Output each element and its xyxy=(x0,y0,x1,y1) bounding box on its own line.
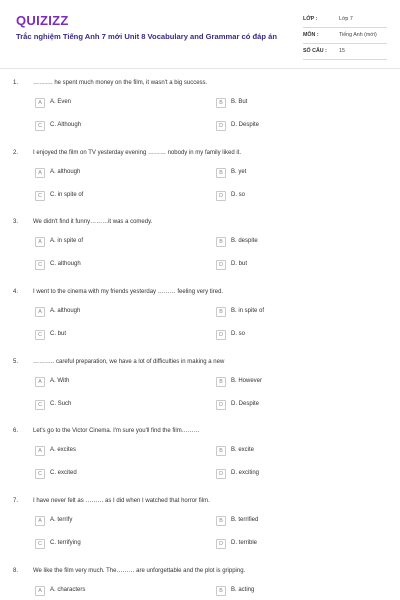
meta-key-subject: MÔN : xyxy=(303,32,319,38)
option-text: B. yet xyxy=(231,169,247,175)
option-text: C. excited xyxy=(50,470,77,476)
question-5 xyxy=(0,359,400,429)
option-letter-box: C xyxy=(35,260,45,270)
question-3 xyxy=(0,219,400,289)
meta-row-subject xyxy=(303,28,387,44)
header-divider xyxy=(0,68,400,69)
option-letter-box: C xyxy=(35,539,45,549)
option-letter-box: A xyxy=(35,237,45,247)
question-text: I went to the cinema with my friends yesterday ……… feeling very tired. xyxy=(33,289,224,295)
meta-row-question-count xyxy=(303,44,387,60)
option-letter-box: C xyxy=(35,121,45,131)
question-1 xyxy=(0,80,400,150)
option-text: B. despite xyxy=(231,238,258,244)
question-number: 1. xyxy=(13,80,19,86)
option-letter-box: A xyxy=(35,168,45,178)
question-number: 6. xyxy=(13,428,19,434)
question-number: 3. xyxy=(13,219,19,225)
option-text: B. However xyxy=(231,378,263,384)
option-text: D. Despite xyxy=(231,401,260,407)
option-letter-box: C xyxy=(35,191,45,201)
option-letter-box: A xyxy=(35,377,45,387)
question-6 xyxy=(0,428,400,498)
quizizz-logo[interactable]: QUIZIZZ xyxy=(16,13,69,28)
option-letter-box: C xyxy=(35,469,45,479)
option-text: B. But xyxy=(231,99,248,105)
meta-key-question-count: SỐ CÂU : xyxy=(303,48,327,54)
option-text: A. although xyxy=(50,308,81,314)
option-text: D. Despite xyxy=(231,122,260,128)
question-number: 4. xyxy=(13,289,19,295)
question-text: Let's go to the Victor Cinema. I'm sure you'll find the film……… xyxy=(33,428,200,434)
question-4 xyxy=(0,289,400,359)
meta-table xyxy=(303,12,387,60)
option-text: A. terrify xyxy=(50,517,73,523)
option-text: D. exciting xyxy=(231,470,260,476)
meta-value-subject: Tiếng Anh (mới) xyxy=(339,32,377,38)
option-letter-box: D xyxy=(216,260,226,270)
option-text: A. in spite of xyxy=(50,238,84,244)
question-text: We like the film very much. The……… are unforgettable and the plot is gripping. xyxy=(33,568,246,574)
option-letter-box: B xyxy=(216,377,226,387)
option-letter-box: B xyxy=(216,168,226,178)
option-text: C. Although xyxy=(50,122,82,128)
option-letter-box: B xyxy=(216,516,226,526)
question-number: 7. xyxy=(13,498,19,504)
option-letter-box: D xyxy=(216,330,226,340)
meta-value-question-count: 15 xyxy=(339,48,345,54)
option-text: B. excite xyxy=(231,447,255,453)
meta-value-class: Lớp 7 xyxy=(339,16,353,22)
option-text: A. excites xyxy=(50,447,77,453)
option-letter-box: A xyxy=(35,446,45,456)
question-text: We didn't find it funny………it was a comedy. xyxy=(33,219,153,225)
option-text: B. terrified xyxy=(231,517,259,523)
option-letter-box: B xyxy=(216,98,226,108)
question-number: 2. xyxy=(13,150,19,156)
question-text: I enjoyed the film on TV yesterday evening ……… nobody in my family liked it. xyxy=(33,150,241,156)
meta-row-class xyxy=(303,12,387,28)
option-text: D. so xyxy=(231,331,246,337)
question-text: I have never felt as ……… as I did when I watched that horror film. xyxy=(33,498,210,504)
option-text: C. Such xyxy=(50,401,72,407)
option-text: A. Even xyxy=(50,99,72,105)
option-text: C. in spite of xyxy=(50,192,84,198)
question-8 xyxy=(0,568,400,600)
option-text: C. terrifying xyxy=(50,540,81,546)
worksheet-title: Trắc nghiệm Tiếng Anh 7 mới Unit 8 Vocabulary and Grammar có đáp án xyxy=(16,32,277,41)
option-letter-box: B xyxy=(216,586,226,596)
option-text: B. acting xyxy=(231,587,255,593)
option-letter-box: D xyxy=(216,539,226,549)
option-letter-box: B xyxy=(216,307,226,317)
option-text: D. so xyxy=(231,192,246,198)
option-text: D. terrible xyxy=(231,540,258,546)
option-letter-box: D xyxy=(216,400,226,410)
option-letter-box: D xyxy=(216,121,226,131)
option-text: A. although xyxy=(50,169,81,175)
option-letter-box: B xyxy=(216,446,226,456)
option-letter-box: D xyxy=(216,469,226,479)
option-text: B. in spite of xyxy=(231,308,265,314)
option-letter-box: A xyxy=(35,516,45,526)
question-2 xyxy=(0,150,400,220)
meta-key-class: LỚP : xyxy=(303,16,318,22)
option-text: C. but xyxy=(50,331,67,337)
worksheet-header xyxy=(0,0,400,68)
option-letter-box: D xyxy=(216,191,226,201)
question-number: 8. xyxy=(13,568,19,574)
option-text: C. although xyxy=(50,261,81,267)
question-7 xyxy=(0,498,400,568)
question-number: 5. xyxy=(13,359,19,365)
question-text: ……….. careful preparation, we have a lot of difficulties in making a new xyxy=(33,359,225,365)
option-letter-box: A xyxy=(35,307,45,317)
option-letter-box: A xyxy=(35,98,45,108)
option-letter-box: B xyxy=(216,237,226,247)
option-text: A. characters xyxy=(50,587,86,593)
option-letter-box: A xyxy=(35,586,45,596)
option-text: A. With xyxy=(50,378,70,384)
option-letter-box: C xyxy=(35,400,45,410)
option-text: D. but xyxy=(231,261,248,267)
option-letter-box: C xyxy=(35,330,45,340)
question-text: ………. he spent much money on the film, it wasn't a big success. xyxy=(33,80,208,86)
